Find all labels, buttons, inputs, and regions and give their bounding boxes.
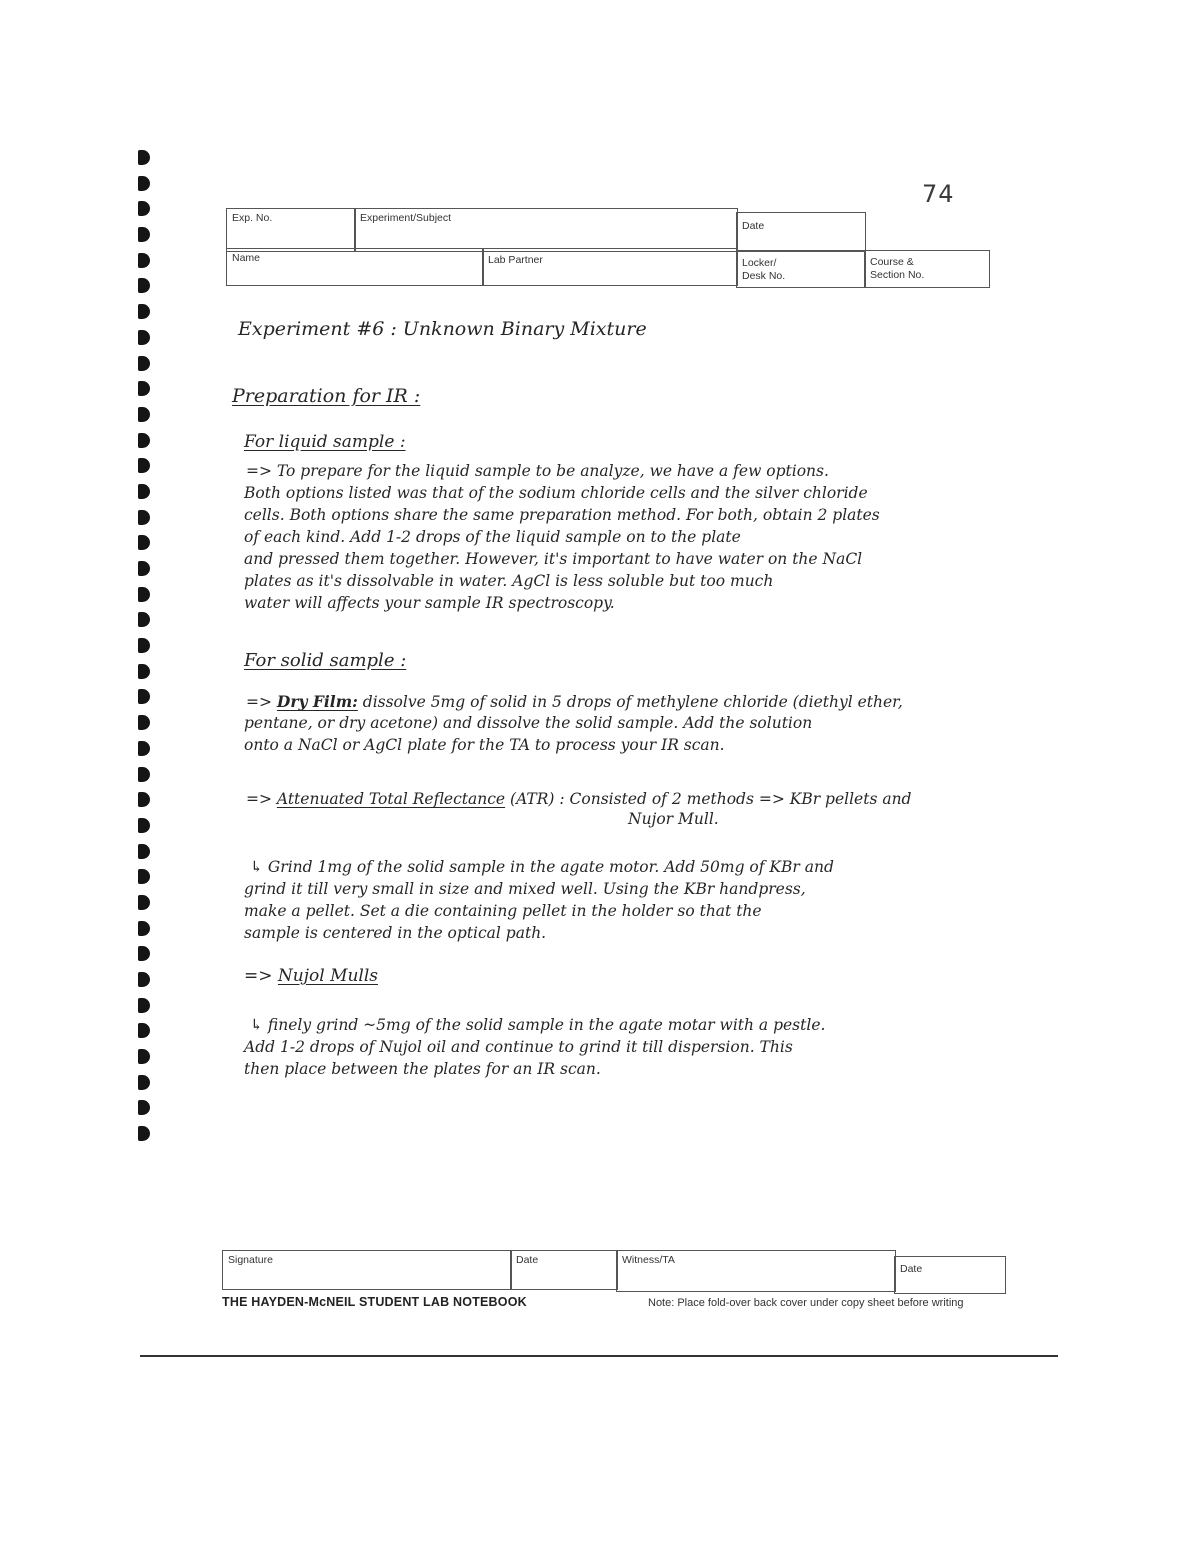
binding-hole	[138, 998, 150, 1013]
lab-partner-field	[482, 248, 738, 286]
dry-film-line: pentane, or dry acetone) and dissolve the solid sample. Add the solution	[244, 714, 813, 732]
page-number: 74	[922, 180, 955, 208]
kbr-line: sample is centered in the optical path.	[244, 924, 547, 942]
binding-hole	[138, 433, 150, 448]
binding-hole	[138, 1049, 150, 1064]
prep-heading: Preparation for IR :	[232, 385, 421, 407]
name-label: Name	[232, 252, 261, 264]
binding-hole	[138, 844, 150, 859]
binding-hole	[138, 201, 150, 216]
binding-hole	[138, 741, 150, 756]
arrow-icon: ↳	[250, 858, 268, 876]
binding-hole	[138, 767, 150, 782]
binding-hole	[138, 612, 150, 627]
signature-field	[222, 1250, 512, 1290]
binding-hole	[138, 510, 150, 525]
binding-hole	[138, 818, 150, 833]
atr-line-1: => Attenuated Total Reflectance (ATR) : Consisted of 2 methods => KBr pellets and	[246, 790, 912, 808]
liquid-line: of each kind. Add 1-2 drops of the liquid sample on to the plate	[244, 528, 741, 546]
atr-label: Attenuated Total Reflectance	[276, 790, 506, 808]
dry-film-text: dissolve 5mg of solid in 5 drops of methylene chloride (diethyl ether,	[362, 693, 903, 711]
experiment-subject-field	[354, 208, 738, 252]
binding-hole	[138, 715, 150, 730]
binding-hole	[138, 227, 150, 242]
binding-hole	[138, 561, 150, 576]
binding-hole	[138, 535, 150, 550]
binding-hole	[138, 176, 150, 191]
witness-date-label: Date	[900, 1263, 923, 1275]
binding-hole	[138, 381, 150, 396]
date-field	[736, 212, 866, 252]
page-bottom-rule	[140, 1355, 1058, 1357]
exp-no-field	[226, 208, 356, 252]
binding-hole	[138, 946, 150, 961]
binding-hole	[138, 1100, 150, 1115]
liquid-line: => To prepare for the liquid sample to be analyze, we have a few options.	[246, 462, 829, 480]
nujol-line-1: ↳ finely grind ~5mg of the solid sample in the agate motar with a pestle.	[250, 1016, 826, 1034]
lab-partner-label: Lab Partner	[488, 254, 543, 266]
binding-hole	[138, 1023, 150, 1038]
binding-hole	[138, 972, 150, 987]
notebook-brand: THE HAYDEN-McNEIL STUDENT LAB NOTEBOOK	[222, 1295, 527, 1309]
footer-note: Note: Place fold-over back cover under copy sheet before writing	[648, 1297, 964, 1309]
liquid-line: plates as it's dissolvable in water. AgCl is less soluble but too much	[244, 572, 774, 590]
binding-hole	[138, 689, 150, 704]
atr-line-2: Nujor Mull.	[628, 810, 719, 828]
dry-film-line: onto a NaCl or AgCl plate for the TA to process your IR scan.	[244, 736, 725, 754]
experiment-title: Experiment #6 : Unknown Binary Mixture	[238, 318, 647, 340]
binding-hole	[138, 356, 150, 371]
witness-label: Witness/TA	[622, 1254, 675, 1266]
binding-hole	[138, 587, 150, 602]
experiment-subject-label: Experiment/Subject	[360, 212, 452, 224]
binding-hole	[138, 921, 150, 936]
atr-text: (ATR) : Consisted of 2 methods => KBr pellets and	[510, 790, 912, 808]
name-field	[226, 248, 484, 286]
binding-hole	[138, 1075, 150, 1090]
dry-film-line-1: => Dry Film: dissolve 5mg of solid in 5 drops of methylene chloride (diethyl ether,	[246, 692, 903, 711]
signature-date-label: Date	[516, 1254, 539, 1266]
course-label-2: Section No.	[870, 269, 925, 281]
kbr-line: grind it till very small in size and mixed well. Using the KBr handpress,	[244, 880, 806, 898]
locker-desk-field	[736, 250, 866, 288]
kbr-line-1: ↳ Grind 1mg of the solid sample in the agate motor. Add 50mg of KBr and	[250, 858, 834, 876]
witness-field	[616, 1250, 896, 1292]
liquid-line: water will affects your sample IR spectroscopy.	[244, 594, 615, 612]
binding-hole	[138, 664, 150, 679]
nujol-line: Add 1-2 drops of Nujol oil and continue to grind it till dispersion. This	[244, 1038, 793, 1056]
liquid-line: Both options listed was that of the sodium chloride cells and the silver chloride	[244, 484, 868, 502]
nujol-heading-line: => Nujol Mulls	[244, 966, 379, 986]
binding-hole	[138, 253, 150, 268]
nujol-heading: Nujol Mulls	[277, 966, 379, 986]
kbr-line: make a pellet. Set a die containing pellet in the holder so that the	[244, 902, 762, 920]
course-label-1: Course &	[870, 256, 914, 268]
binding-hole	[138, 150, 150, 165]
binding-hole	[138, 330, 150, 345]
binding-hole	[138, 895, 150, 910]
binding-hole	[138, 869, 150, 884]
course-section-field	[864, 250, 990, 288]
signature-date-field	[510, 1250, 618, 1290]
exp-no-label: Exp. No.	[232, 212, 273, 224]
arrow-icon: ↳	[250, 1016, 268, 1034]
solid-sample-heading: For solid sample :	[244, 650, 407, 671]
witness-date-field	[894, 1256, 1006, 1294]
binding-hole	[138, 638, 150, 653]
liquid-sample-heading: For liquid sample :	[244, 432, 406, 452]
signature-label: Signature	[228, 1254, 273, 1266]
date-label: Date	[742, 220, 765, 232]
locker-label-2: Desk No.	[742, 270, 786, 282]
binding-hole	[138, 458, 150, 473]
nujol-line: then place between the plates for an IR scan.	[244, 1060, 601, 1078]
binding-hole	[138, 792, 150, 807]
liquid-line: and pressed them together. However, it's important to have water on the NaCl	[244, 550, 863, 568]
locker-label-1: Locker/	[742, 257, 777, 269]
binding-hole	[138, 278, 150, 293]
binding-hole	[138, 484, 150, 499]
binding-hole	[138, 304, 150, 319]
liquid-line: cells. Both options share the same preparation method. For both, obtain 2 plates	[244, 506, 880, 524]
binding-hole	[138, 407, 150, 422]
dry-film-label: Dry Film:	[276, 692, 358, 711]
spiral-binding	[138, 150, 154, 1152]
binding-hole	[138, 1126, 150, 1141]
